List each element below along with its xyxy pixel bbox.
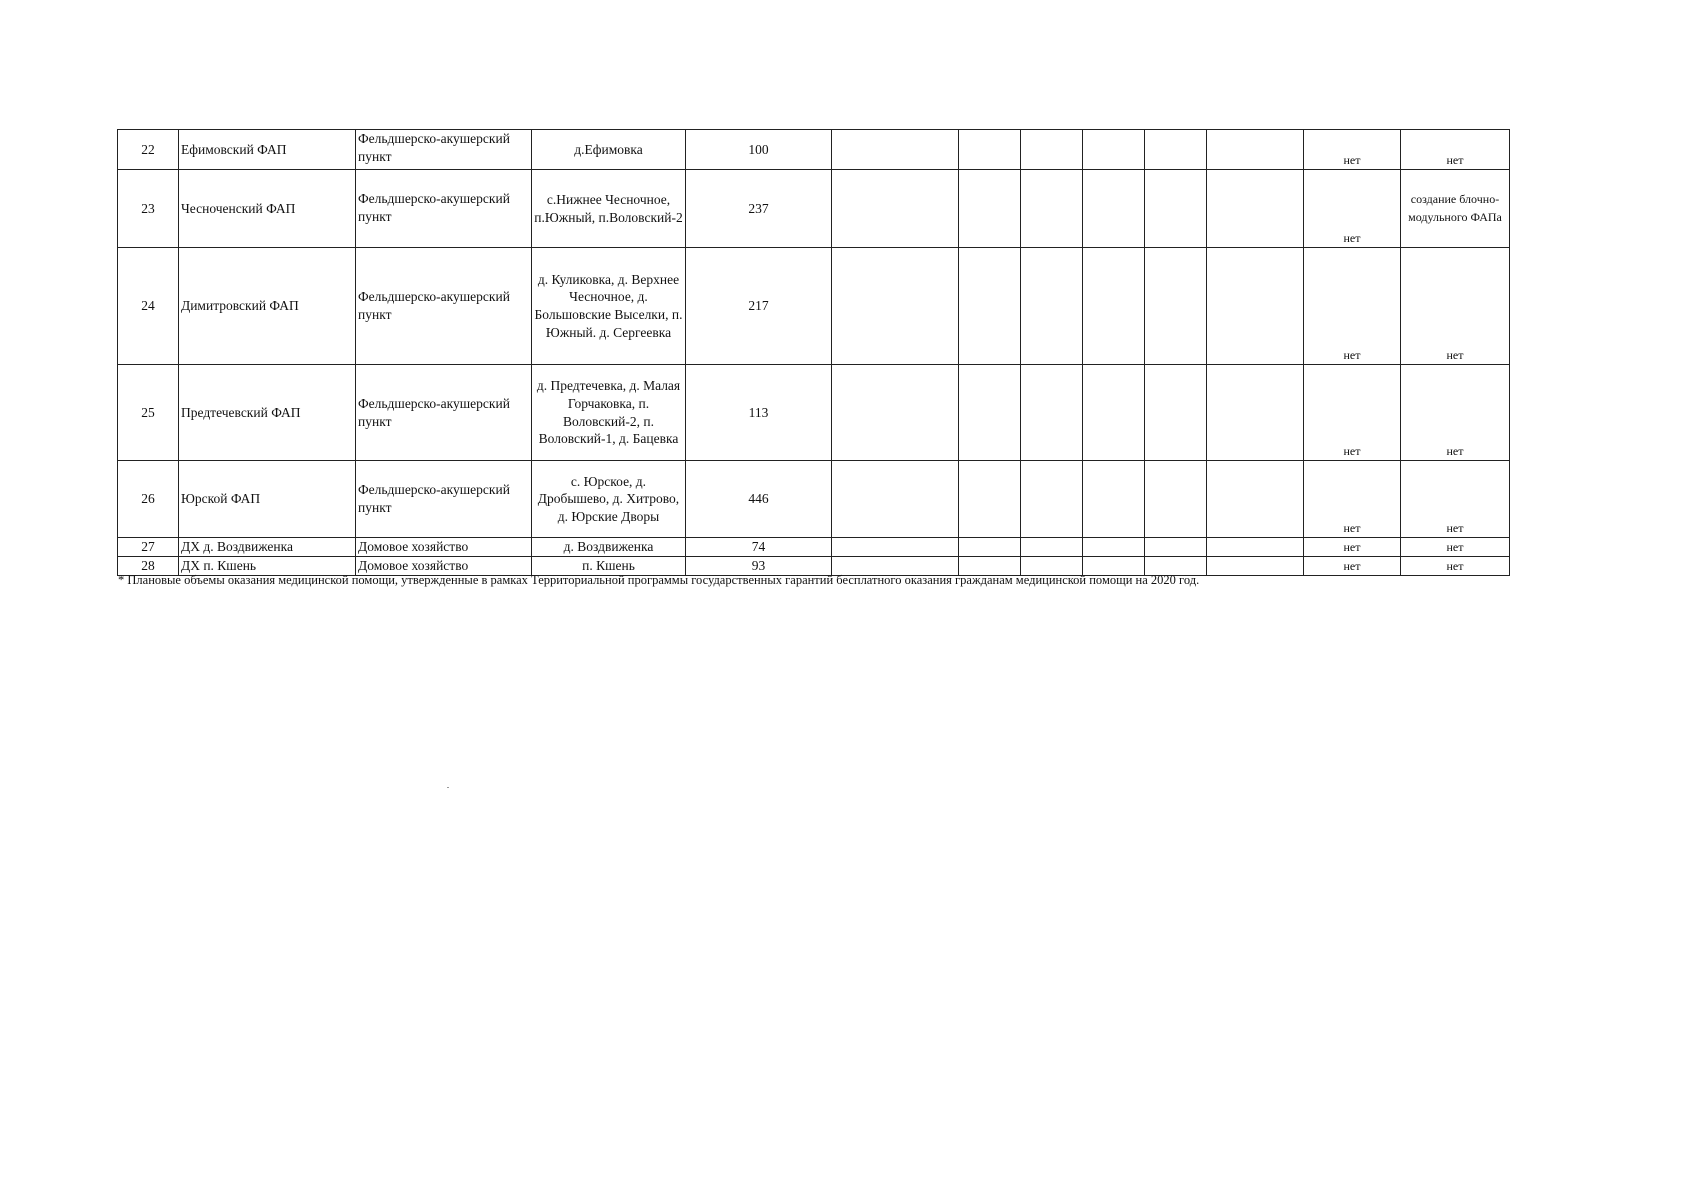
- empty-cell: [1021, 130, 1083, 170]
- facility-name: Юрской ФАП: [179, 461, 356, 538]
- population-count: 446: [686, 461, 832, 538]
- population-count: 100: [686, 130, 832, 170]
- empty-cell: [1083, 538, 1145, 557]
- table-row: [118, 130, 1510, 170]
- table-row: [118, 365, 1510, 461]
- plan-status: нет: [1304, 557, 1401, 576]
- facility-type: Фельдшерско-акушерский пункт: [356, 365, 532, 461]
- footnote: * Плановые объемы оказания медицинской помощи, утвержденные в рамках Территориальной программы государственных гарантий бесплатного оказания гражданам медицинской помощи на 2020 год.: [118, 573, 1200, 587]
- facility-type: Фельдшерско-акушерский пункт: [356, 248, 532, 365]
- served-settlements: с.Нижнее Чесночное, п.Южный, п.Воловский-2: [532, 170, 686, 248]
- empty-cell: [959, 461, 1021, 538]
- empty-cell: [959, 248, 1021, 365]
- empty-cell: [959, 170, 1021, 248]
- row-number: 23: [118, 170, 179, 248]
- row-number: 25: [118, 365, 179, 461]
- table-row: [118, 538, 1510, 557]
- empty-cell: [1021, 248, 1083, 365]
- empty-cell: [1083, 248, 1145, 365]
- empty-cell: [1021, 538, 1083, 557]
- facility-type: Домовое хозяйство: [356, 538, 532, 557]
- scan-speck: [447, 787, 449, 788]
- empty-cell: [1083, 130, 1145, 170]
- row-number: 24: [118, 248, 179, 365]
- empty-cell: [1145, 170, 1207, 248]
- plan-status: нет: [1304, 248, 1401, 365]
- row-number: 22: [118, 130, 179, 170]
- served-settlements: д. Куликовка, д. Верхнее Чесночное, д. Большовские Выселки, п. Южный. д. Сергеевка: [532, 248, 686, 365]
- table-row: [118, 461, 1510, 538]
- population-count: 217: [686, 248, 832, 365]
- plan-action: нет: [1401, 538, 1510, 557]
- plan-status: нет: [1304, 130, 1401, 170]
- row-number: 28: [118, 557, 179, 576]
- served-settlements: д.Ефимовка: [532, 130, 686, 170]
- population-count: 113: [686, 365, 832, 461]
- population-count: 74: [686, 538, 832, 557]
- empty-cell: [959, 130, 1021, 170]
- empty-cell: [1145, 365, 1207, 461]
- facility-type: Фельдшерско-акушерский пункт: [356, 130, 532, 170]
- plan-action: нет: [1401, 248, 1510, 365]
- empty-cell: [1207, 538, 1304, 557]
- empty-cell: [1207, 461, 1304, 538]
- empty-cell: [832, 461, 959, 538]
- plan-status: нет: [1304, 170, 1401, 248]
- facility-name: Ефимовский ФАП: [179, 130, 356, 170]
- plan-action: нет: [1401, 557, 1510, 576]
- empty-cell: [1207, 130, 1304, 170]
- empty-cell: [1145, 461, 1207, 538]
- empty-cell: [1021, 170, 1083, 248]
- empty-cell: [1083, 170, 1145, 248]
- facilities-table: [117, 129, 1510, 576]
- empty-cell: [1145, 130, 1207, 170]
- served-settlements: с. Юрское, д. Дробышево, д. Хитрово, д. Юрские Дворы: [532, 461, 686, 538]
- empty-cell: [832, 365, 959, 461]
- table-row: [118, 248, 1510, 365]
- empty-cell: [1021, 365, 1083, 461]
- plan-status: нет: [1304, 461, 1401, 538]
- empty-cell: [832, 538, 959, 557]
- empty-cell: [959, 365, 1021, 461]
- empty-cell: [1207, 248, 1304, 365]
- plan-action: создание блочно-модульного ФАПа: [1401, 170, 1510, 248]
- row-number: 26: [118, 461, 179, 538]
- facility-name: ДХ п. Кшень: [179, 557, 356, 576]
- empty-cell: [832, 170, 959, 248]
- facility-type: Фельдшерско-акушерский пункт: [356, 461, 532, 538]
- population-count: 237: [686, 170, 832, 248]
- facility-type: Фельдшерско-акушерский пункт: [356, 170, 532, 248]
- empty-cell: [832, 130, 959, 170]
- facility-name: Чесноченский ФАП: [179, 170, 356, 248]
- served-settlements: д. Предтечевка, д. Малая Горчаковка, п. Воловский-2, п. Воловский-1, д. Бацевка: [532, 365, 686, 461]
- facility-name: ДХ д. Воздвиженка: [179, 538, 356, 557]
- table-row: [118, 170, 1510, 248]
- facility-name: Предтечевский ФАП: [179, 365, 356, 461]
- empty-cell: [1083, 365, 1145, 461]
- empty-cell: [832, 248, 959, 365]
- plan-status: нет: [1304, 538, 1401, 557]
- plan-status: нет: [1304, 365, 1401, 461]
- served-settlements: п. Кшень: [532, 557, 686, 576]
- empty-cell: [1145, 538, 1207, 557]
- empty-cell: [1207, 170, 1304, 248]
- empty-cell: [1207, 557, 1304, 576]
- empty-cell: [1083, 461, 1145, 538]
- plan-action: нет: [1401, 130, 1510, 170]
- empty-cell: [959, 538, 1021, 557]
- empty-cell: [1021, 461, 1083, 538]
- facility-name: Димитровский ФАП: [179, 248, 356, 365]
- facility-type: Домовое хозяйство: [356, 557, 532, 576]
- served-settlements: д. Воздвиженка: [532, 538, 686, 557]
- plan-action: нет: [1401, 365, 1510, 461]
- empty-cell: [1145, 248, 1207, 365]
- plan-action: нет: [1401, 461, 1510, 538]
- population-count: 93: [686, 557, 832, 576]
- empty-cell: [1207, 365, 1304, 461]
- row-number: 27: [118, 538, 179, 557]
